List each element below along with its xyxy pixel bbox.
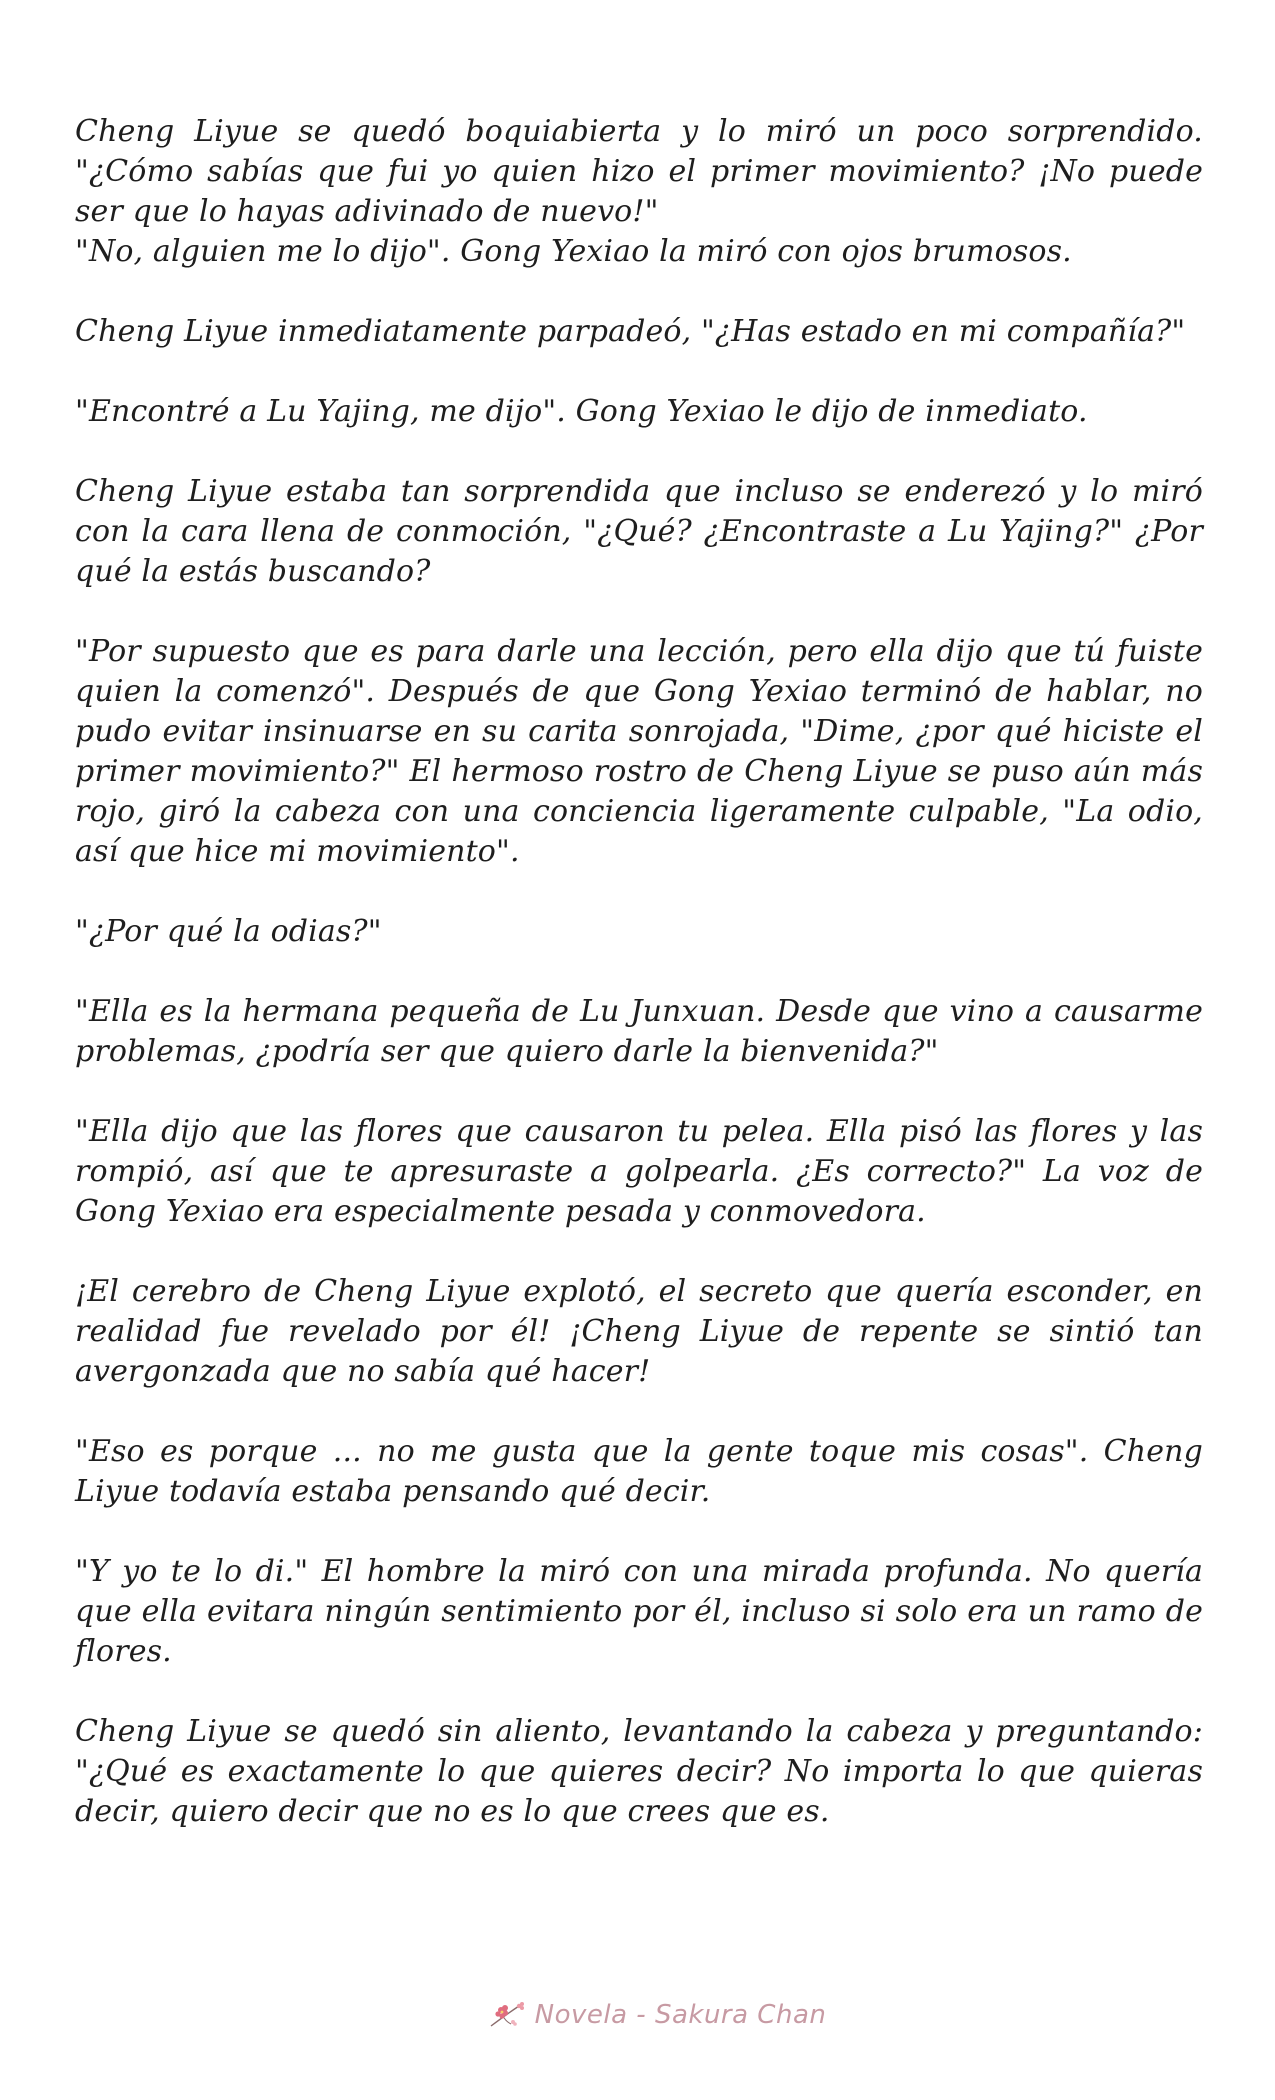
- paragraph-12: [75, 1712, 1203, 1832]
- paragraph-line: "¿Por qué la odias?": [75, 914, 382, 949]
- paragraph-2: [75, 312, 1203, 352]
- sakura-flower-icon: [489, 2000, 527, 2030]
- paragraph-11: [75, 1552, 1203, 1672]
- paragraph-line: "Y yo te lo di." El hombre la miró con una mirada profunda. No quería que ella evitara ningún sentimiento por él, incluso si solo era un ramo de flores.: [75, 1554, 1203, 1669]
- paragraph-4: [75, 472, 1203, 592]
- paragraph-line: Cheng Liyue se quedó sin aliento, levantando la cabeza y preguntando: "¿Qué es exactamente lo que quieres decir? No importa lo que quieras decir, quiero decir que no es lo que crees que es.: [75, 1714, 1203, 1829]
- document-body: [75, 112, 1203, 1872]
- paragraph-line: Cheng Liyue inmediatamente parpadeó, "¿Has estado en mi compañía?": [75, 314, 1186, 349]
- paragraph-line: "Ella es la hermana pequeña de Lu Junxuan. Desde que vino a causarme problemas, ¿podría ser que quiero darle la bienvenida?": [75, 994, 1203, 1069]
- paragraph-3: [75, 392, 1203, 432]
- footer-watermark: [489, 2000, 827, 2030]
- paragraph-line: "No, alguien me lo dijo". Gong Yexiao la miró con ojos brumosos.: [75, 234, 1072, 269]
- paragraph-9: [75, 1272, 1203, 1392]
- paragraph-1: [75, 112, 1203, 272]
- paragraph-5: [75, 632, 1203, 872]
- page-footer: [0, 1990, 1275, 2040]
- paragraph-line: "Por supuesto que es para darle una lección, pero ella dijo que tú fuiste quien la comenzó". Después de que Gong Yexiao terminó de hablar, no pudo evitar insinuarse en su carita sonrojada, "Dime, ¿por qué hiciste el primer movimiento?" El hermoso rostro de Cheng Liyue se puso aún más rojo, giró la cabeza con una conciencia ligeramente culpable, "La odio, así que hice mi movimiento".: [75, 634, 1203, 869]
- paragraph-line: "Eso es porque ... no me gusta que la gente toque mis cosas". Cheng Liyue todavía estaba pensando qué decir.: [75, 1434, 1203, 1509]
- paragraph-line: Cheng Liyue se quedó boquiabierta y lo miró un poco sorprendido. "¿Cómo sabías que fui yo quien hizo el primer movimiento? ¡No puede ser que lo hayas adivinado de nuevo!": [75, 114, 1203, 229]
- paragraph-line: "Encontré a Lu Yajing, me dijo". Gong Yexiao le dijo de inmediato.: [75, 394, 1088, 429]
- paragraph-8: [75, 1112, 1203, 1232]
- paragraph-10: [75, 1432, 1203, 1512]
- paragraph-line: "Ella dijo que las flores que causaron tu pelea. Ella pisó las flores y las rompió, así que te apresuraste a golpearla. ¿Es correcto?" La voz de Gong Yexiao era especialmente pesada y conmovedora.: [75, 1114, 1203, 1229]
- footer-watermark-text: Novela - Sakura Chan: [534, 2000, 827, 2030]
- paragraph-6: [75, 912, 1203, 952]
- paragraph-line: Cheng Liyue estaba tan sorprendida que incluso se enderezó y lo miró con la cara llena de conmoción, "¿Qué? ¿Encontraste a Lu Yajing?" ¿Por qué la estás buscando?: [75, 474, 1203, 589]
- paragraph-line: ¡El cerebro de Cheng Liyue explotó, el secreto que quería esconder, en realidad fue revelado por él! ¡Cheng Liyue de repente se sintió tan avergonzada que no sabía qué hacer!: [75, 1274, 1203, 1389]
- paragraph-7: [75, 992, 1203, 1072]
